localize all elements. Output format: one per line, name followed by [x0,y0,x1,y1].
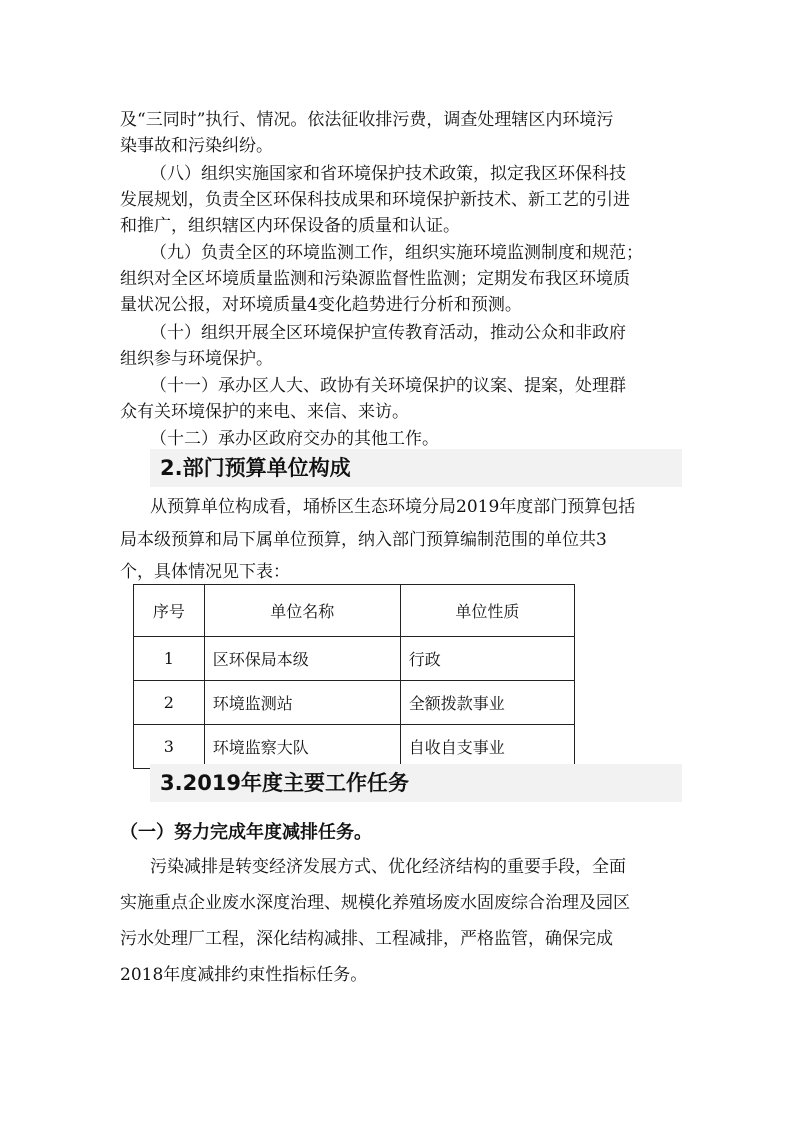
paragraph-line: 量状况公报，对环境质量4变化趋势进行分析和预测。 [120,295,522,315]
table-cell: 全额拨款事业 [400,681,574,725]
paragraph-line: 组织参与环境保护。 [120,349,273,369]
table-row [134,637,575,681]
paragraph-line: 实施重点企业废水深度治理、规模化养殖场废水固废综合治理及园区 [120,893,630,913]
paragraph-line: （十二）承办区政府交办的其他工作。 [150,429,439,449]
paragraph-line: （九）负责全区的环境监测工作，组织实施环境监测制度和规范； [150,243,643,263]
paragraph-line: （十）组织开展全区环境保护宣传教育活动，推动公众和非政府 [150,323,626,343]
table-cell: 1 [134,637,205,681]
table-cell: 3 [134,725,205,769]
budget-units-table [133,584,575,769]
table-cell: 自收自支事业 [400,725,574,769]
section-heading: 3.2019年度主要工作任务 [160,771,410,795]
table-cell: 2 [134,681,205,725]
paragraph-line: 污水处理厂工程，深化结构减排、工程减排，严格监管，确保完成 [120,929,613,949]
paragraph-line: 局本级预算和局下属单位预算，纳入部门预算编制范围的单位共3 [120,530,607,550]
paragraph-line: 染事故和污染纠纷。 [120,136,273,156]
paragraph-line: 组织对全区坏境质量监测和污染源监督性监测；定期发布我区环境质 [120,269,630,289]
paragraph-line: 众有关环境保护的来电、来信、来访。 [120,402,409,422]
table-cell: 区环保局本级 [204,637,400,681]
paragraph-line: 从预算单位构成看，埇桥区生态环境分局2019年度部门预算包括 [150,497,636,517]
table-header-cell: 序号 [134,585,205,637]
paragraph-line: （八）组织实施国家和省环境保护技术政策，拟定我区环保科技 [150,164,626,184]
section-heading: 2.部门预算单位构成 [160,456,351,480]
table-header-row [134,585,575,637]
paragraph-line: （十一）承办区人大、政协有关环境保护的议案、提案，处理群 [150,376,626,396]
table-cell: 环境监察大队 [204,725,400,769]
table-row [134,725,575,769]
paragraph-line: 和推广，组织辖区内环保设备的质量和认证。 [120,216,460,236]
paragraph-line: 污染减排是转变经济发展方式、优化经济结构的重要手段，全面 [150,857,626,877]
paragraph-line: 及“三同时”执行、情况。依法征收排污费，调查处理辖区内环境污 [120,110,614,130]
table-cell: 环境监测站 [204,681,400,725]
table-row [134,681,575,725]
table-header-cell: 单位性质 [400,585,574,637]
paragraph-line: 发展规划，负责全区环保科技成果和环境保护新技术、新工艺的引进 [120,190,630,210]
sub-heading: （一）努力完成年度减排任务。 [120,822,372,843]
table-header-cell: 单位名称 [204,585,400,637]
table-cell: 行政 [400,637,574,681]
paragraph-line: 2018年度减排约束性指标任务。 [120,965,368,985]
paragraph-line: 个，具体情况见下表： [120,562,290,582]
